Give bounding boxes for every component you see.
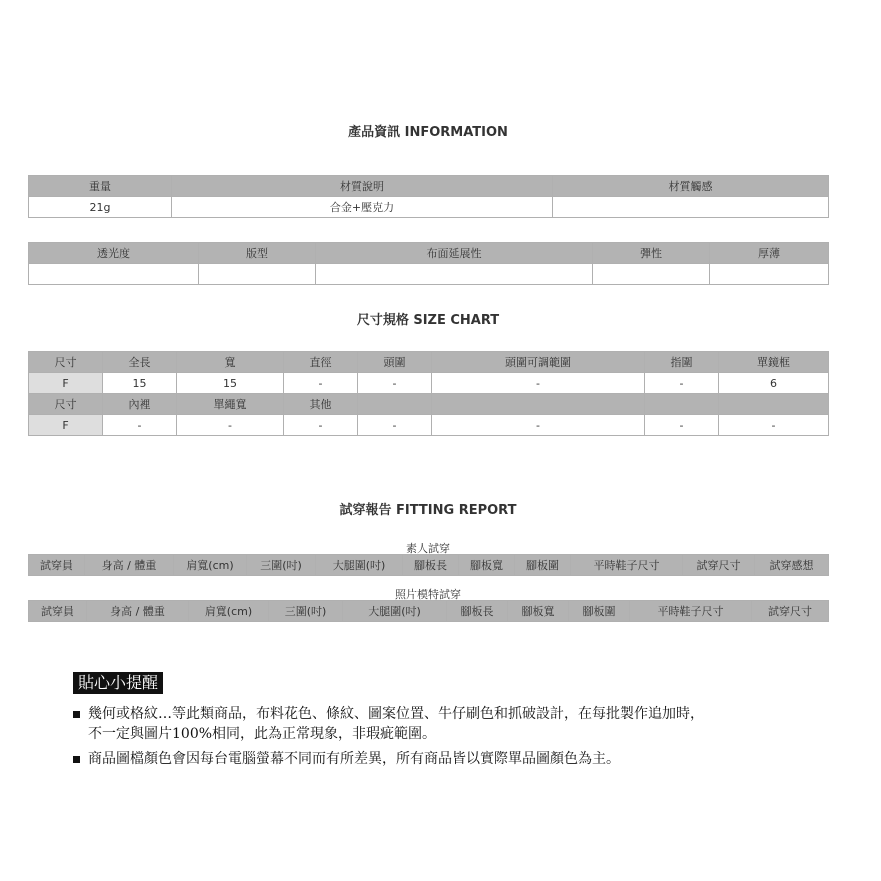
size-header-cell: 全長 [103,352,177,373]
header-translucency: 透光度 [29,243,199,264]
fitting-header-cell: 腳板寬 [508,601,569,622]
fitting-header-cell: 身高 / 體重 [87,601,189,622]
fitting-header-cell: 試穿尺寸 [683,555,755,576]
notice-item-pattern [73,704,793,744]
size-header-cell [358,394,432,415]
size-header-cell [645,394,719,415]
value-stretch [316,264,593,285]
notice-item-color [73,749,793,769]
value-elasticity [593,264,710,285]
model-fitting-table [28,600,829,622]
fitting-header-cell: 三圍(吋) [269,601,343,622]
size-value-cell: 6 [719,373,829,394]
size-value-cell: - [358,415,432,436]
size-value-cell: 15 [103,373,177,394]
fitting-header-cell: 試穿員 [29,601,87,622]
fitting-header-cell: 腳板圍 [515,555,571,576]
size-chart-table [28,351,829,436]
header-material-feel: 材質觸感 [553,176,829,197]
header-thickness: 厚薄 [710,243,829,264]
fitting-header-cell: 三圍(吋) [247,555,316,576]
size-chart-title: 尺寸規格 SIZE CHART [356,313,500,328]
size-header-cell: 直徑 [284,352,358,373]
notice-text: 不一定與圖片100%相同，此為正常現象，非瑕疵範圍。 [88,726,437,742]
value-material-feel [553,197,829,218]
notice-text: 幾何或格紋…等此類商品，布料花色、條紋、圖案位置、牛仔刷色和抓破設計，在每批製作追加時， [88,706,704,722]
size-header-cell: 其他 [284,394,358,415]
size-value-cell: - [432,373,645,394]
information-title: 產品資訊 INFORMATION [348,125,508,140]
bullet-square-icon [73,711,80,718]
size-value-cell: - [645,373,719,394]
fitting-header-cell: 試穿尺寸 [752,601,829,622]
fitting-header-cell: 肩寬(cm) [174,555,247,576]
size-header-cell: 頭圍 [358,352,432,373]
size-header-row [29,352,829,373]
value-fit [199,264,316,285]
size-value-cell: 15 [177,373,284,394]
fitting-header-cell: 試穿感想 [755,555,829,576]
size-header-cell [719,394,829,415]
value-weight: 21g [29,197,172,218]
size-value-cell: F [29,373,103,394]
value-translucency [29,264,199,285]
header-weight: 重量 [29,176,172,197]
size-value-row [29,415,829,436]
size-value-cell: - [719,415,829,436]
fitting-header-cell: 腳板長 [447,601,508,622]
information-table-fabric [28,242,829,285]
fitting-header-cell: 身高 / 體重 [85,555,174,576]
size-header-cell: 單鏡框 [719,352,829,373]
size-value-cell: - [284,415,358,436]
information-table-material [28,175,829,218]
model-fitting-caption: 照片模特試穿 [395,588,461,601]
notice-text: 商品圖檔顏色會因每台電腦螢幕不同而有所差異，所有商品皆以實際單品圖顏色為主。 [88,751,620,767]
fitting-header-cell: 試穿員 [29,555,85,576]
fitting-header-cell: 腳板長 [403,555,459,576]
value-material-desc: 合金+壓克力 [172,197,553,218]
fitting-header-cell: 肩寬(cm) [189,601,269,622]
size-header-cell: 寬 [177,352,284,373]
size-header-cell: 指圍 [645,352,719,373]
amateur-fitting-table [28,554,829,576]
fitting-header-cell: 大腿圍(吋) [316,555,403,576]
bullet-square-icon [73,756,80,763]
value-thickness [710,264,829,285]
header-fit: 版型 [199,243,316,264]
header-material-desc: 材質說明 [172,176,553,197]
fitting-header-cell: 平時鞋子尺寸 [571,555,683,576]
fitting-header-cell: 大腿圍(吋) [343,601,447,622]
notice-title: 貼心小提醒 [73,672,163,694]
header-stretch: 布面延展性 [316,243,593,264]
size-value-cell: - [103,415,177,436]
size-value-cell: - [284,373,358,394]
fitting-report-title: 試穿報告 FITTING REPORT [339,503,517,518]
size-header-cell [432,394,645,415]
fitting-header-cell: 腳板圍 [569,601,630,622]
size-value-cell: F [29,415,103,436]
header-elasticity: 彈性 [593,243,710,264]
size-header-cell: 單繩寬 [177,394,284,415]
size-header-row [29,394,829,415]
size-value-row [29,373,829,394]
size-value-cell: - [358,373,432,394]
size-header-cell: 內裡 [103,394,177,415]
size-header-cell: 尺寸 [29,394,103,415]
fitting-header-cell: 平時鞋子尺寸 [630,601,752,622]
size-value-cell: - [645,415,719,436]
size-header-cell: 頭圍可調範圍 [432,352,645,373]
amateur-fitting-caption: 素人試穿 [406,542,450,555]
size-value-cell: - [432,415,645,436]
size-value-cell: - [177,415,284,436]
fitting-header-cell: 腳板寬 [459,555,515,576]
size-header-cell: 尺寸 [29,352,103,373]
